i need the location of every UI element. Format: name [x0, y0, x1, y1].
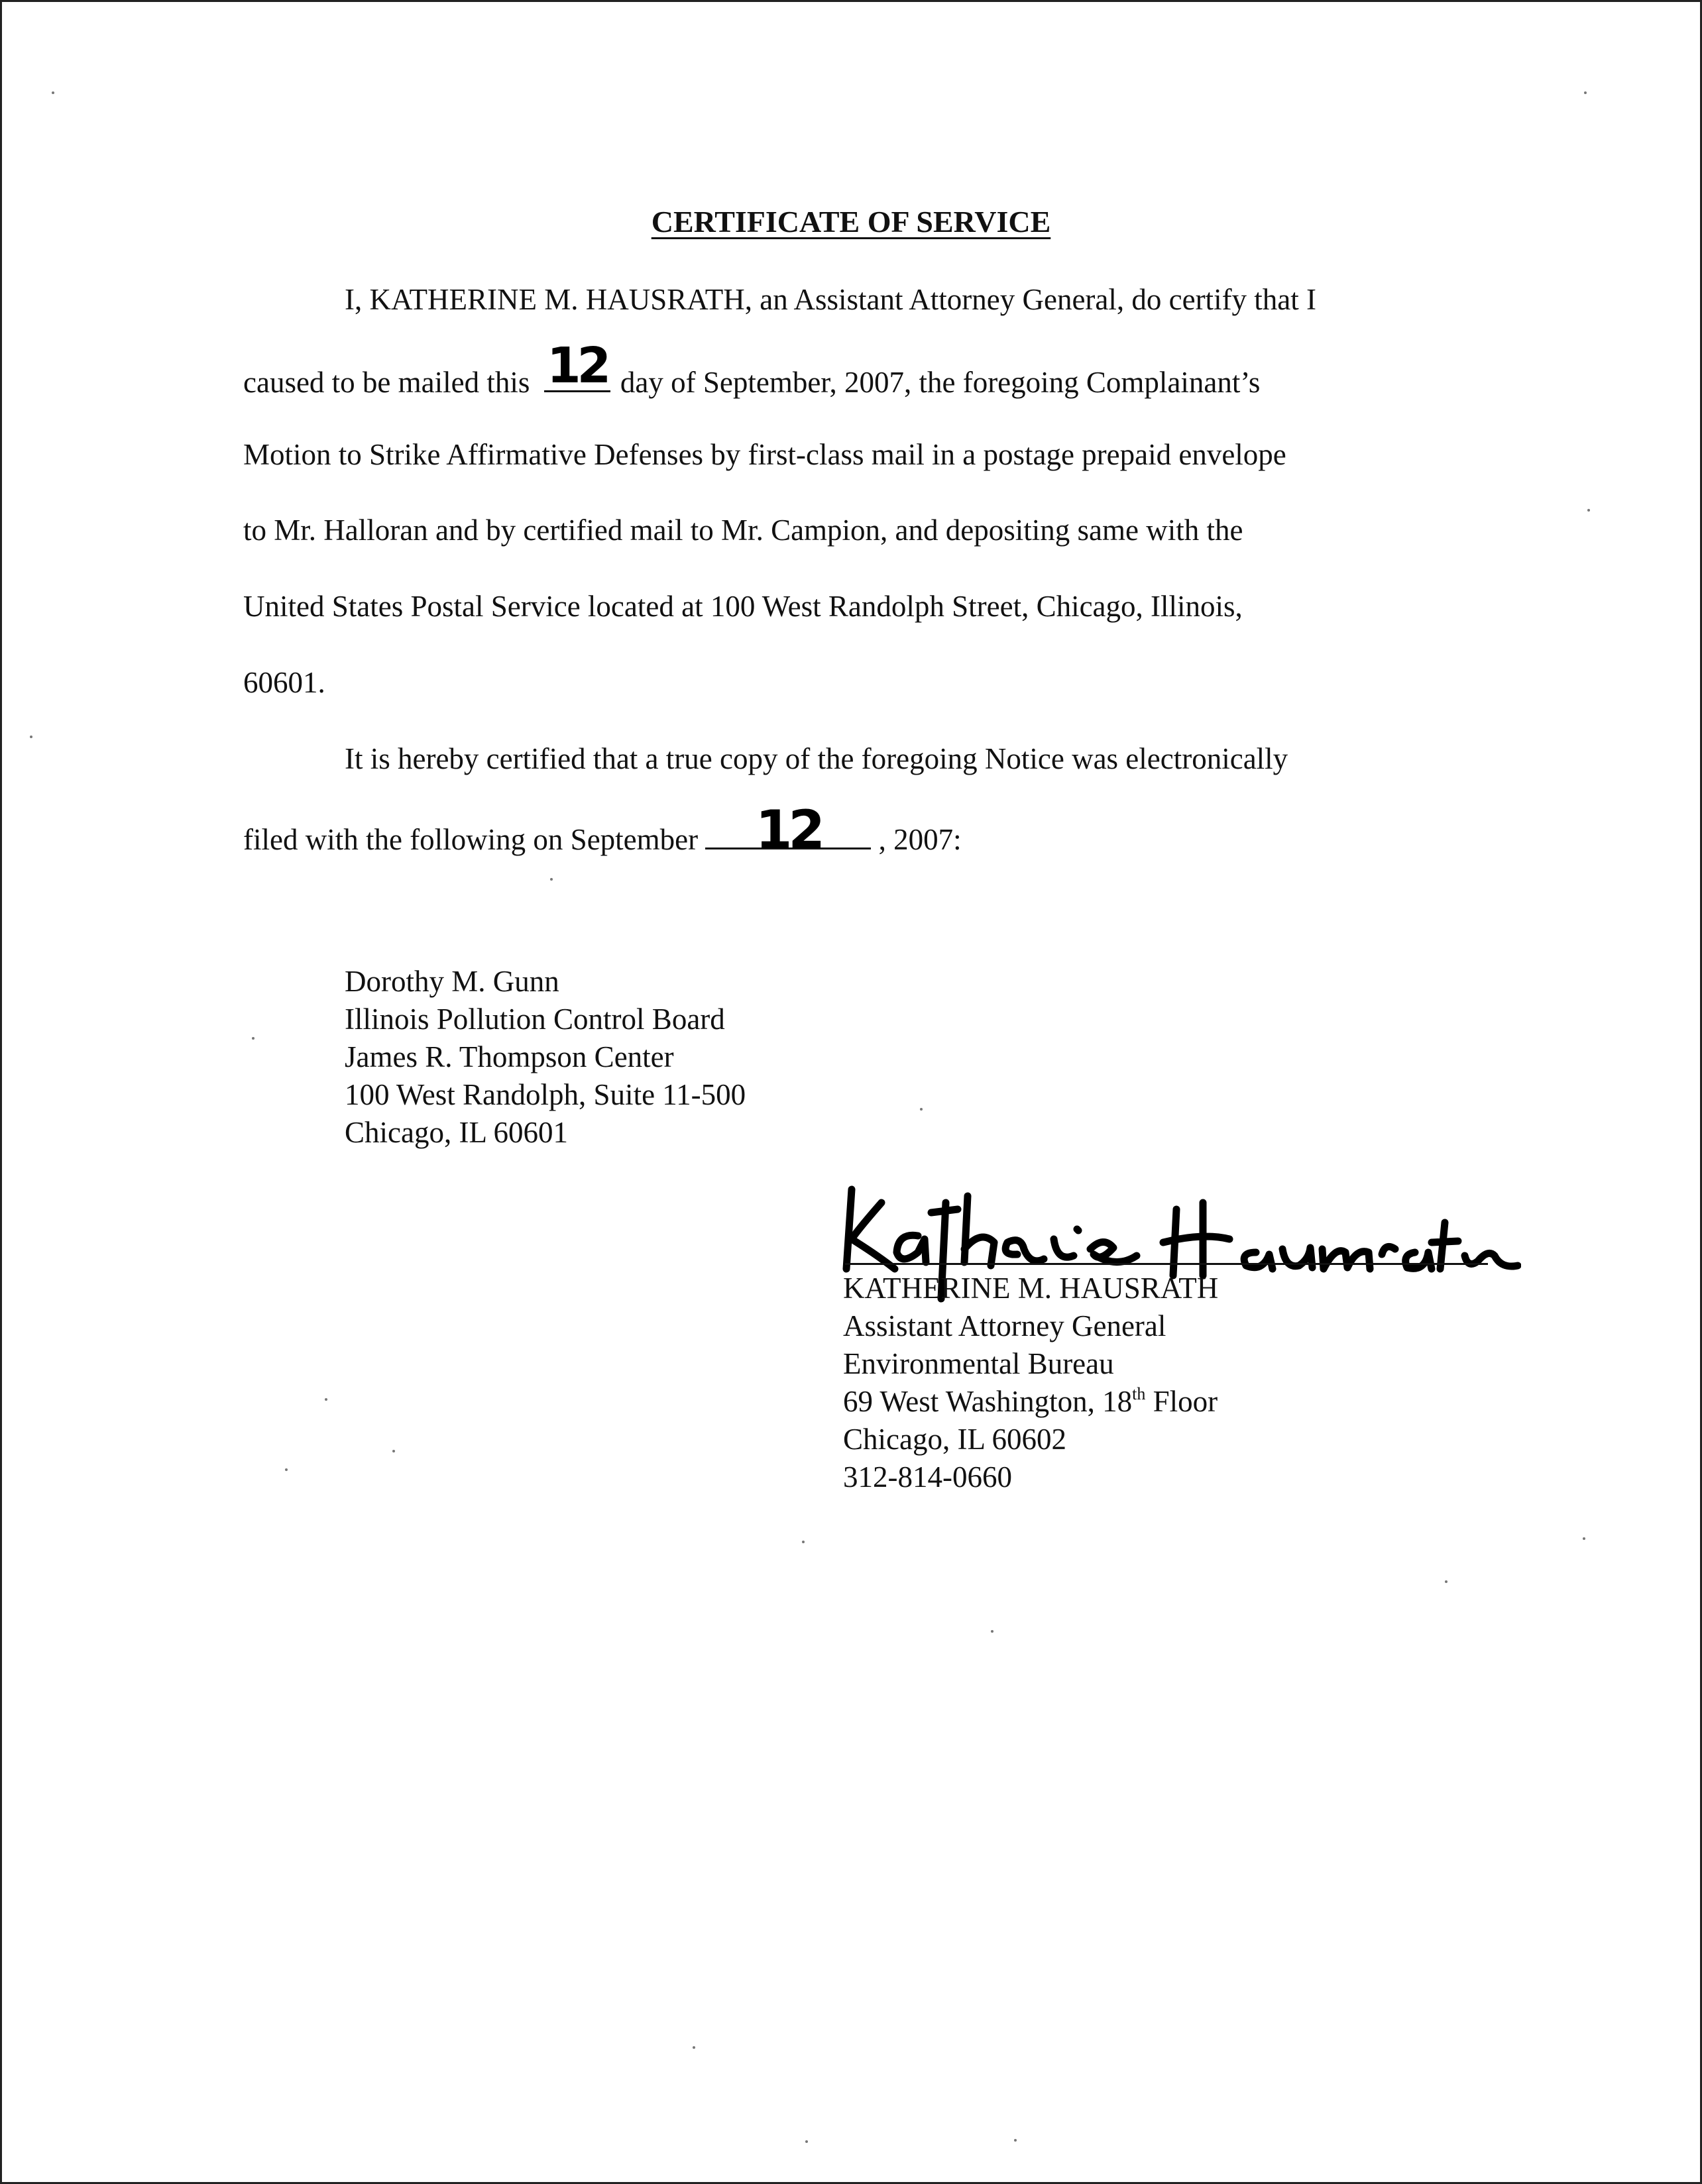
- mail-day-handwritten: 12: [547, 337, 608, 394]
- scan-speck: [252, 1037, 255, 1040]
- signer-street-suffix: Floor: [1145, 1385, 1218, 1418]
- signer-block: [843, 1270, 1218, 1496]
- scan-speck: [30, 736, 32, 738]
- signer-city: Chicago, IL 60602: [843, 1423, 1067, 1456]
- paragraph-2-line-2: [243, 799, 962, 861]
- scan-speck: [1587, 509, 1590, 512]
- recipient-organization: Illinois Pollution Control Board: [345, 1003, 725, 1036]
- scan-border-top: [0, 0, 1702, 2]
- signer-title: Assistant Attorney General: [843, 1309, 1166, 1342]
- filed-day-blank: [705, 799, 871, 861]
- paragraph-1-line-2: [243, 337, 1261, 402]
- scan-speck: [1583, 1537, 1585, 1540]
- scan-border-left: [0, 0, 2, 2184]
- scan-speck: [920, 1108, 923, 1111]
- scan-speck: [285, 1468, 288, 1471]
- filed-text-before: filed with the following on September: [243, 823, 699, 856]
- signer-bureau: Environmental Bureau: [843, 1347, 1114, 1380]
- signer-street-sup: th: [1132, 1384, 1146, 1403]
- scan-speck: [805, 2140, 808, 2143]
- paragraph-1-line-6: 60601.: [243, 666, 325, 699]
- filed-text-after: , 2007:: [878, 823, 962, 856]
- scan-speck: [1014, 2139, 1017, 2142]
- recipient-street: 100 West Randolph, Suite 11-500: [345, 1078, 746, 1111]
- signature-line: [845, 1263, 1488, 1265]
- mail-day-blank: [544, 337, 610, 394]
- document-title: [0, 202, 1702, 242]
- signer-phone: 312-814-0660: [843, 1460, 1012, 1494]
- paragraph-1-line-5: United States Postal Service located at 100 West Randolph Street, Chicago, Illinois,: [243, 590, 1243, 623]
- paragraph-1-line-4: to Mr. Halloran and by certified mail to Mr. Campion, and depositing same with the: [243, 514, 1243, 547]
- scan-speck: [991, 1630, 993, 1633]
- signer-street: [843, 1383, 1218, 1421]
- mail-text-after: day of September, 2007, the foregoing Complainant’s: [620, 366, 1261, 399]
- signer-name: KATHERINE M. HAUSRATH: [843, 1272, 1219, 1305]
- scan-speck: [392, 1450, 395, 1452]
- scan-speck: [325, 1398, 327, 1401]
- recipient-city: Chicago, IL 60601: [345, 1116, 569, 1149]
- recipient-name: Dorothy M. Gunn: [345, 965, 559, 998]
- title-text: CERTIFICATE OF SERVICE: [651, 205, 1051, 239]
- recipient-building: James R. Thompson Center: [345, 1040, 674, 1073]
- scan-speck: [52, 91, 54, 94]
- recipient-address: [345, 963, 746, 1152]
- scan-speck: [1584, 91, 1587, 94]
- mail-text-before: caused to be mailed this: [243, 366, 530, 399]
- scan-speck: [802, 1541, 805, 1543]
- paragraph-2-line-1: It is hereby certified that a true copy of the foregoing Notice was electronically: [345, 742, 1288, 775]
- scan-speck: [550, 878, 553, 881]
- scan-speck: [1445, 1580, 1447, 1583]
- scan-speck: [693, 2046, 695, 2049]
- filed-day-handwritten: 12: [755, 799, 822, 861]
- signer-street-prefix: 69 West Washington, 18: [843, 1385, 1133, 1418]
- paragraph-1-line-3: Motion to Strike Affirmative Defenses by first-class mail in a postage prepaid envelope: [243, 438, 1286, 471]
- paragraph-1-line-1: I, KATHERINE M. HAUSRATH, an Assistant Attorney General, do certify that I: [345, 283, 1317, 316]
